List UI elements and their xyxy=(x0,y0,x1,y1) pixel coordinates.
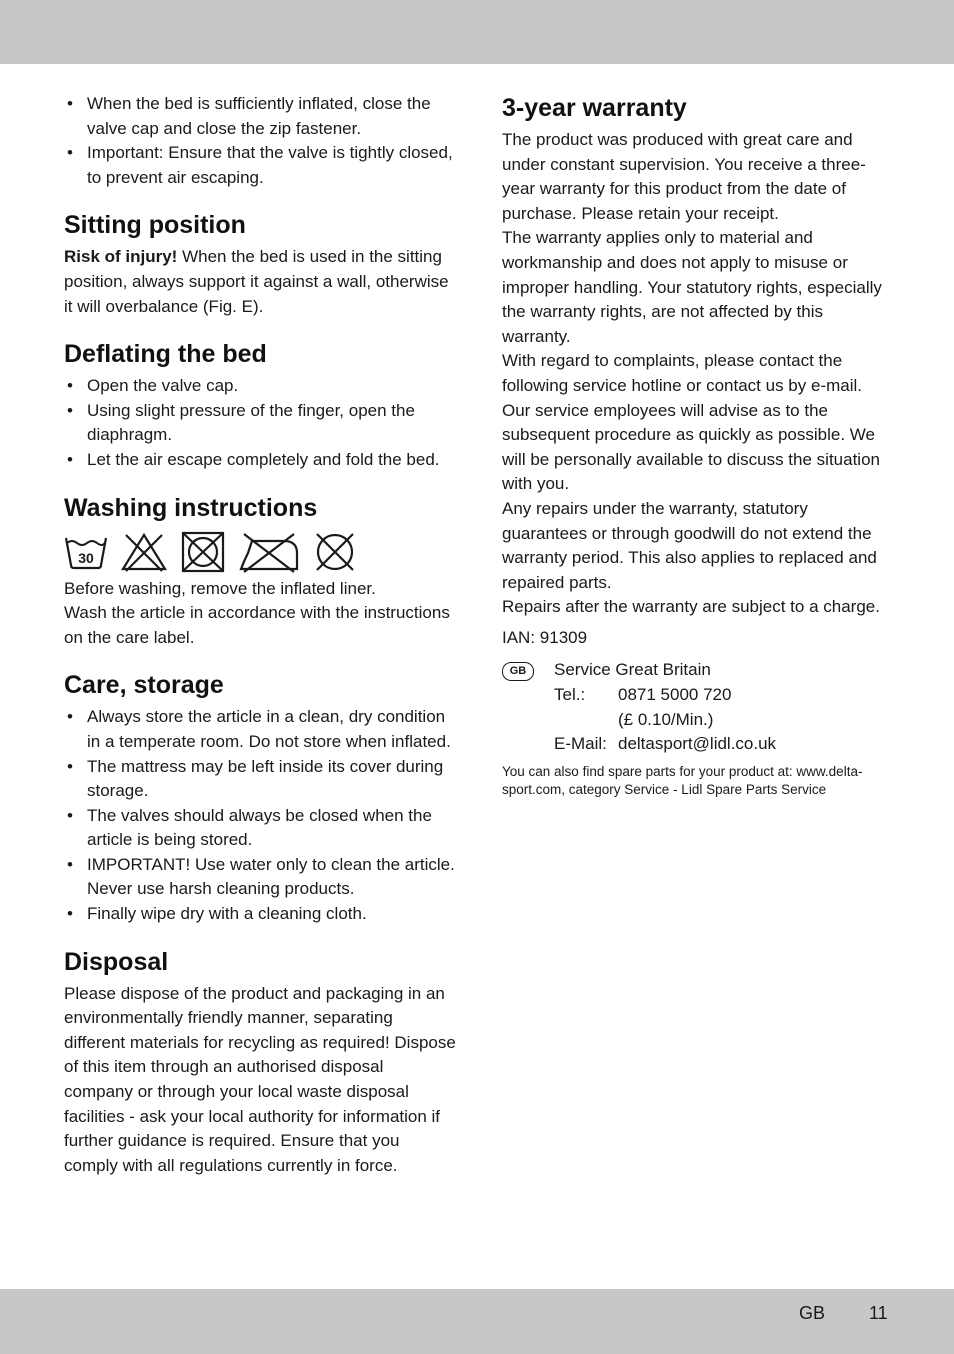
list-item: • Important: Ensure that the valve is tightly closed, to prevent air escaping. xyxy=(64,141,456,190)
tel-cost: (£ 0.10/Min.) xyxy=(618,709,714,729)
page-number: 11 xyxy=(869,1303,888,1323)
washing-line-1: Before washing, remove the inflated liner. xyxy=(64,578,376,598)
tel-number: 0871 5000 720 xyxy=(618,685,732,705)
warranty-paragraph: With regard to complaints, please contact the following service hotline or contact us by e-mail. Our service employees will advise as to the subsequent procedure as quickly as possible. We will be personally available to discuss the situation with you. xyxy=(502,351,880,494)
care-symbols xyxy=(64,529,456,575)
sitting-position-heading: Sitting position xyxy=(64,211,246,240)
list-item: • Using slight pressure of the finger, open the diaphragm. xyxy=(64,399,456,448)
no-iron-icon xyxy=(238,531,300,573)
warranty-heading: 3-year warranty xyxy=(502,94,687,122)
no-dry-clean-icon xyxy=(312,531,358,573)
ian-number: IAN: 91309 xyxy=(502,627,588,647)
washing-line-2: Wash the article in accordance with the instructions on the care label. xyxy=(64,603,450,647)
tel-label: Tel.: xyxy=(554,685,586,705)
warranty-paragraph: Repairs after the warranty are subject to a charge. xyxy=(502,597,880,617)
service-lines xyxy=(554,658,776,756)
disposal-heading: Disposal xyxy=(64,947,169,976)
right-column xyxy=(502,92,894,800)
deflating-list xyxy=(64,374,456,472)
warranty-paragraph: The product was produced with great care and under constant supervision. You receive a three-year warranty for this product from the date of purchase. Please retain your receipt. xyxy=(502,130,866,223)
spare-parts-note: You can also find spare parts for your product at: www.delta-sport.com, category Service - Lidl Spare Parts Service xyxy=(502,763,863,798)
washing-heading: Washing instructions xyxy=(64,493,318,522)
warranty-body xyxy=(502,128,894,620)
left-column xyxy=(64,92,456,1178)
list-item: • Open the valve cap. xyxy=(64,374,456,399)
sitting-position-text xyxy=(64,245,456,319)
care-storage-heading: Care, storage xyxy=(64,671,224,700)
list-item: • When the bed is sufficiently inflated, close the valve cap and close the zip fastener. xyxy=(64,92,456,141)
footer-language: GB xyxy=(799,1303,826,1323)
service-email-row xyxy=(554,732,776,757)
list-item: • Let the air escape completely and fold the bed. xyxy=(64,448,456,473)
list-item: • Always store the article in a clean, dry condition in a temperate room. Do not store when inflated. xyxy=(64,705,456,754)
no-bleach-icon xyxy=(120,532,168,572)
list-item: • Finally wipe dry with a cleaning cloth. xyxy=(64,902,456,927)
list-item: • The valves should always be closed when the article is being stored. xyxy=(64,804,456,853)
wash-30-icon xyxy=(64,532,108,572)
header-band xyxy=(0,0,954,64)
service-tel-cost-row xyxy=(554,708,776,733)
risk-warning-label: Risk of injury! xyxy=(64,247,178,267)
service-contact xyxy=(502,658,894,756)
email-label: E-Mail: xyxy=(554,734,607,754)
disposal-text: Please dispose of the product and packaging in an environmentally friendly manner, separating different materials for recycling as required! Dispose of this item through an authorised disposal company or through your local waste disposal facilities - ask your local authority for information if further guidance is required. Ensure that you comply with all regulations currently in force. xyxy=(64,983,456,1175)
warranty-paragraph: The warranty applies only to material and workmanship and does not apply to misuse or improper handling. Your statutory rights, especially the warranty rights, are not affected by this warranty. xyxy=(502,228,882,346)
inflation-notes-list xyxy=(64,92,456,190)
list-item: • IMPORTANT! Use water only to clean the article. Never use harsh cleaning products. xyxy=(64,853,456,902)
list-item: • The mattress may be left inside its cover during storage. xyxy=(64,755,456,804)
gb-country-badge: GB xyxy=(502,662,534,681)
warranty-paragraph: Any repairs under the warranty, statutory guarantees or through goodwill do not extend the warranty period. This also applies to replaced and repaired parts. xyxy=(502,498,877,592)
email-address: deltasport@lidl.co.uk xyxy=(618,734,777,754)
care-storage-list xyxy=(64,705,456,926)
deflating-heading: Deflating the bed xyxy=(64,340,267,369)
sitting-position-body: When the bed is used in the sitting position, always support it against a wall, otherwise it will overbalance (Fig. E). xyxy=(64,247,449,316)
svg-text:30: 30 xyxy=(78,549,94,566)
service-tel-row xyxy=(554,683,776,708)
service-name: Service Great Britain xyxy=(554,660,711,680)
no-tumble-dry-icon xyxy=(180,530,226,574)
